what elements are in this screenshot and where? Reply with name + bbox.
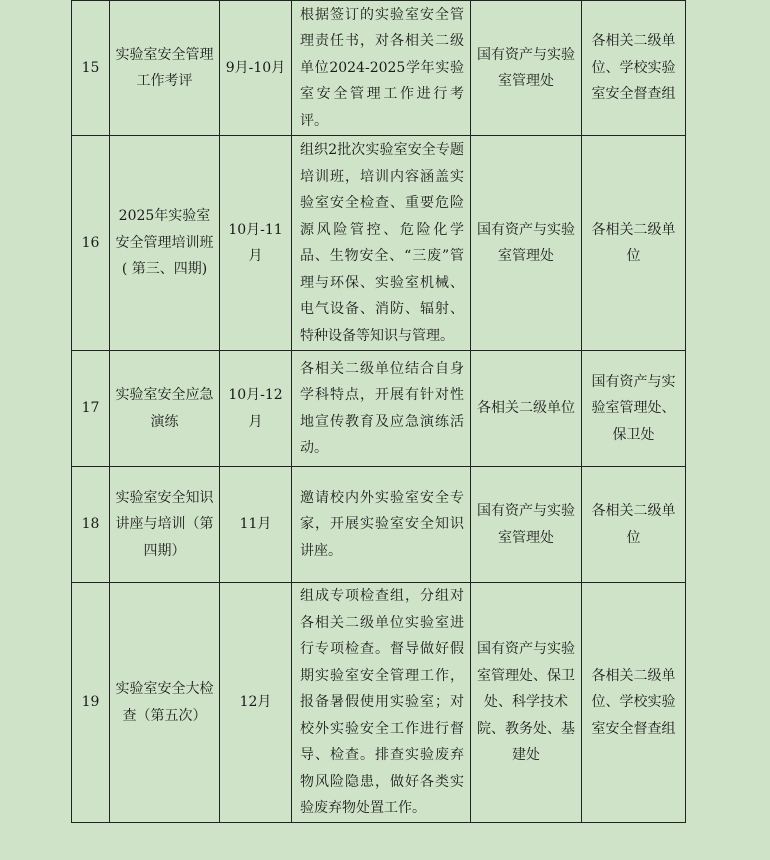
lead-department: 各相关二级单位 [471,351,582,467]
task-name: 2025年实验室安全管理培训班( 第三、四期) [110,136,220,351]
task-time: 10月-12月 [220,351,292,467]
participating-units: 国有资产与实验室管理处、保卫处 [582,351,686,467]
row-number: 15 [72,1,110,136]
row-number: 16 [72,136,110,351]
row-number: 18 [72,467,110,583]
task-name: 实验室安全管理工作考评 [110,1,220,136]
task-time: 12月 [220,583,292,823]
task-name: 实验室安全大检查（第五次） [110,583,220,823]
task-description: 组成专项检查组，分组对各相关二级单位实验室进行专项检查。督导做好假期实验室安全管理工作，报备暑假使用实验室；对校外实验安全工作进行督导、检查。排查实验废弃物风险隐患，做好各类实验废弃物处置工作。 [292,583,471,823]
row-number: 17 [72,351,110,467]
table-row [72,467,686,583]
table-row [72,583,686,823]
table-row [72,351,686,467]
task-name: 实验室安全应急演练 [110,351,220,467]
task-time: 11月 [220,467,292,583]
lead-department: 国有资产与实验室管理处 [471,136,582,351]
participating-units: 各相关二级单位 [582,136,686,351]
participating-units: 各相关二级单位、学校实验室安全督查组 [582,583,686,823]
lead-department: 国有资产与实验室管理处、保卫处、科学技术院、教务处、基建处 [471,583,582,823]
table-row [72,1,686,136]
task-name: 实验室安全知识讲座与培训（第四期） [110,467,220,583]
task-description: 邀请校内外实验室安全专家，开展实验室安全知识讲座。 [292,467,471,583]
participating-units: 各相关二级单位 [582,467,686,583]
task-time: 9月-10月 [220,1,292,136]
participating-units: 各相关二级单位、学校实验室安全督查组 [582,1,686,136]
task-description: 根据签订的实验室安全管理责任书，对各相关二级单位2024-2025学年实验室安全管理工作进行考评。 [292,1,471,136]
task-description: 组织2批次实验室安全专题培训班，培训内容涵盖实验室安全检查、重要危险源风险管控、危险化学品、生物安全、“三废”管理与环保、实验室机械、电气设备、消防、辐射、特种设备等知识与管理。 [292,136,471,351]
work-schedule-table [71,0,686,823]
lead-department: 国有资产与实验室管理处 [471,467,582,583]
lead-department: 国有资产与实验室管理处 [471,1,582,136]
table-row [72,136,686,351]
task-description: 各相关二级单位结合自身学科特点，开展有针对性地宣传教育及应急演练活动。 [292,351,471,467]
row-number: 19 [72,583,110,823]
task-time: 10月-11月 [220,136,292,351]
